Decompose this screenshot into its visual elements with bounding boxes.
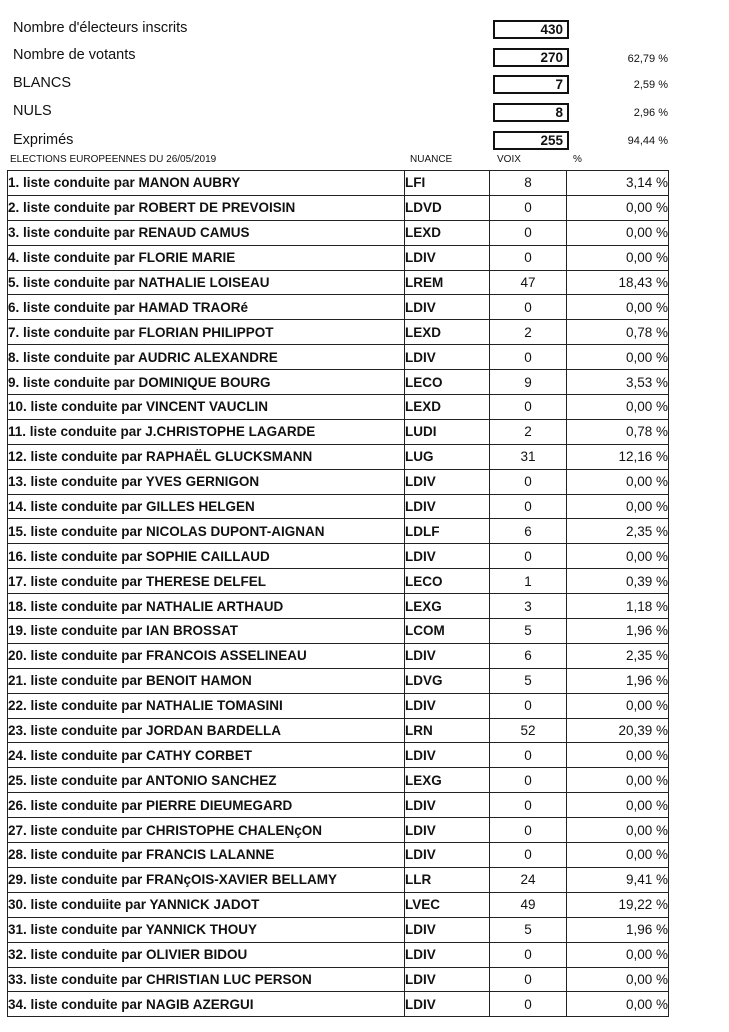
list-name-cell: 2. liste conduite par ROBERT DE PREVOISIN xyxy=(8,195,405,220)
nuance-cell: LDIV xyxy=(405,494,490,519)
nuls-value: 8 xyxy=(493,103,569,122)
list-name-cell: 12. liste conduite par RAPHAËL GLUCKSMANN xyxy=(8,444,405,469)
table-row xyxy=(8,494,669,519)
votants-percent: 62,79 % xyxy=(627,53,668,65)
list-name-cell: 29. liste conduite par FRANçOIS-XAVIER BELLAMY xyxy=(8,867,405,892)
list-name-cell: 15. liste conduite par NICOLAS DUPONT-AIGNAN xyxy=(8,519,405,544)
votants-label: Nombre de votants xyxy=(13,47,136,63)
nuance-cell: LEXG xyxy=(405,768,490,793)
voix-cell: 0 xyxy=(490,395,567,420)
table-row xyxy=(8,917,669,942)
percent-cell: 12,16 % xyxy=(567,444,669,469)
nuance-cell: LDIV xyxy=(405,345,490,370)
blancs-percent: 2,59 % xyxy=(633,79,668,91)
nuance-cell: LRN xyxy=(405,718,490,743)
percent-cell: 0,00 % xyxy=(567,295,669,320)
table-row xyxy=(8,469,669,494)
nuance-cell: LDIV xyxy=(405,967,490,992)
list-name-cell: 20. liste conduite par FRANCOIS ASSELINEAU xyxy=(8,643,405,668)
nuance-cell: LUDI xyxy=(405,419,490,444)
table-row xyxy=(8,220,669,245)
percent-cell: 0,00 % xyxy=(567,992,669,1017)
voix-cell: 31 xyxy=(490,444,567,469)
list-name-cell: 1. liste conduite par MANON AUBRY xyxy=(8,171,405,196)
percent-cell: 0,00 % xyxy=(567,743,669,768)
table-row xyxy=(8,444,669,469)
percent-cell: 18,43 % xyxy=(567,270,669,295)
table-row xyxy=(8,320,669,345)
percent-cell: 0,00 % xyxy=(567,818,669,843)
percent-cell: 2,35 % xyxy=(567,643,669,668)
nuance-cell: LCOM xyxy=(405,619,490,644)
voix-cell: 0 xyxy=(490,818,567,843)
list-name-cell: 24. liste conduite par CATHY CORBET xyxy=(8,743,405,768)
percent-cell: 0,00 % xyxy=(567,693,669,718)
percent-cell: 0,00 % xyxy=(567,942,669,967)
table-row xyxy=(8,818,669,843)
percent-cell: 0,00 % xyxy=(567,494,669,519)
list-name-cell: 11. liste conduite par J.CHRISTOPHE LAGARDE xyxy=(8,419,405,444)
nuance-cell: LDIV xyxy=(405,843,490,868)
votants-value: 270 xyxy=(493,48,569,67)
percent-cell: 0,00 % xyxy=(567,544,669,569)
table-row xyxy=(8,768,669,793)
list-name-cell: 4. liste conduite par FLORIE MARIE xyxy=(8,245,405,270)
voix-cell: 0 xyxy=(490,195,567,220)
list-name-cell: 34. liste conduite par NAGIB AZERGUI xyxy=(8,992,405,1017)
list-name-cell: 5. liste conduite par NATHALIE LOISEAU xyxy=(8,270,405,295)
nuance-cell: LEXD xyxy=(405,220,490,245)
table-row xyxy=(8,743,669,768)
voix-cell: 8 xyxy=(490,171,567,196)
table-row xyxy=(8,419,669,444)
percent-cell: 19,22 % xyxy=(567,892,669,917)
percent-cell: 9,41 % xyxy=(567,867,669,892)
nuance-cell: LDVD xyxy=(405,195,490,220)
voix-cell: 0 xyxy=(490,693,567,718)
nuance-cell: LFI xyxy=(405,171,490,196)
voix-cell: 5 xyxy=(490,619,567,644)
table-row xyxy=(8,942,669,967)
list-name-cell: 3. liste conduite par RENAUD CAMUS xyxy=(8,220,405,245)
nuance-cell: LDLF xyxy=(405,519,490,544)
list-name-cell: 27. liste conduite par CHRISTOPHE CHALENçON xyxy=(8,818,405,843)
percent-cell: 0,00 % xyxy=(567,245,669,270)
table-row xyxy=(8,793,669,818)
nuls-label: NULS xyxy=(13,103,52,119)
percent-cell: 1,18 % xyxy=(567,594,669,619)
list-name-cell: 21. liste conduite par BENOIT HAMON xyxy=(8,668,405,693)
voix-cell: 0 xyxy=(490,843,567,868)
nuance-cell: LLR xyxy=(405,867,490,892)
percent-cell: 0,39 % xyxy=(567,569,669,594)
table-row xyxy=(8,395,669,420)
list-name-cell: 18. liste conduite par NATHALIE ARTHAUD xyxy=(8,594,405,619)
percent-cell: 0,00 % xyxy=(567,395,669,420)
list-name-cell: 25. liste conduite par ANTONIO SANCHEZ xyxy=(8,768,405,793)
percent-header: % xyxy=(573,154,582,165)
voix-cell: 0 xyxy=(490,793,567,818)
nuance-cell: LDIV xyxy=(405,295,490,320)
table-row xyxy=(8,544,669,569)
voix-cell: 2 xyxy=(490,320,567,345)
list-name-cell: 19. liste conduite par IAN BROSSAT xyxy=(8,619,405,644)
voix-cell: 6 xyxy=(490,519,567,544)
voix-cell: 0 xyxy=(490,295,567,320)
voix-cell: 47 xyxy=(490,270,567,295)
table-row xyxy=(8,643,669,668)
voix-cell: 0 xyxy=(490,967,567,992)
list-name-cell: 31. liste conduite par YANNICK THOUY xyxy=(8,917,405,942)
list-name-cell: 6. liste conduite par HAMAD TRAORé xyxy=(8,295,405,320)
table-row xyxy=(8,195,669,220)
voix-cell: 0 xyxy=(490,469,567,494)
percent-cell: 2,35 % xyxy=(567,519,669,544)
voix-cell: 0 xyxy=(490,494,567,519)
percent-cell: 0,00 % xyxy=(567,195,669,220)
nuance-cell: LDIV xyxy=(405,992,490,1017)
nuance-cell: LDIV xyxy=(405,643,490,668)
nuance-header: NUANCE xyxy=(410,154,453,165)
inscrits-label: Nombre d'électeurs inscrits xyxy=(13,20,188,36)
table-row xyxy=(8,867,669,892)
percent-cell: 0,00 % xyxy=(567,345,669,370)
table-row xyxy=(8,569,669,594)
voix-cell: 2 xyxy=(490,419,567,444)
percent-cell: 0,00 % xyxy=(567,469,669,494)
list-name-cell: 23. liste conduite par JORDAN BARDELLA xyxy=(8,718,405,743)
voix-cell: 3 xyxy=(490,594,567,619)
voix-cell: 0 xyxy=(490,220,567,245)
percent-cell: 0,00 % xyxy=(567,768,669,793)
table-row xyxy=(8,619,669,644)
percent-cell: 0,00 % xyxy=(567,220,669,245)
list-name-cell: 33. liste conduite par CHRISTIAN LUC PERSON xyxy=(8,967,405,992)
nuance-cell: LDIV xyxy=(405,818,490,843)
nuance-cell: LDIV xyxy=(405,469,490,494)
list-name-cell: 26. liste conduite par PIERRE DIEUMEGARD xyxy=(8,793,405,818)
percent-cell: 0,78 % xyxy=(567,320,669,345)
voix-cell: 0 xyxy=(490,544,567,569)
nuance-cell: LDIV xyxy=(405,693,490,718)
table-row xyxy=(8,345,669,370)
voix-cell: 5 xyxy=(490,668,567,693)
results-body xyxy=(8,171,669,1017)
nuance-cell: LDIV xyxy=(405,942,490,967)
table-row xyxy=(8,718,669,743)
nuance-cell: LVEC xyxy=(405,892,490,917)
list-name-cell: 10. liste conduite par VINCENT VAUCLIN xyxy=(8,395,405,420)
voix-cell: 24 xyxy=(490,867,567,892)
results-table xyxy=(7,170,669,1017)
voix-cell: 5 xyxy=(490,917,567,942)
table-row xyxy=(8,171,669,196)
voix-header: VOIX xyxy=(497,154,521,165)
percent-cell: 0,00 % xyxy=(567,967,669,992)
voix-cell: 0 xyxy=(490,245,567,270)
list-name-cell: 8. liste conduite par AUDRIC ALEXANDRE xyxy=(8,345,405,370)
inscrits-value: 430 xyxy=(493,20,569,39)
nuance-cell: LDIV xyxy=(405,917,490,942)
list-name-cell: 28. liste conduite par FRANCIS LALANNE xyxy=(8,843,405,868)
exprimes-percent: 94,44 % xyxy=(627,135,668,147)
table-row xyxy=(8,892,669,917)
percent-cell: 20,39 % xyxy=(567,718,669,743)
percent-cell: 1,96 % xyxy=(567,917,669,942)
blancs-value: 7 xyxy=(493,75,569,94)
table-row xyxy=(8,967,669,992)
percent-cell: 0,00 % xyxy=(567,843,669,868)
nuance-cell: LEXG xyxy=(405,594,490,619)
nuance-cell: LDIV xyxy=(405,793,490,818)
table-row xyxy=(8,668,669,693)
voix-cell: 52 xyxy=(490,718,567,743)
table-row xyxy=(8,693,669,718)
nuance-cell: LECO xyxy=(405,569,490,594)
nuance-cell: LECO xyxy=(405,370,490,395)
percent-cell: 1,96 % xyxy=(567,619,669,644)
voix-cell: 6 xyxy=(490,643,567,668)
voix-cell: 0 xyxy=(490,743,567,768)
voix-cell: 0 xyxy=(490,768,567,793)
voix-cell: 0 xyxy=(490,992,567,1017)
percent-cell: 3,14 % xyxy=(567,171,669,196)
voix-cell: 1 xyxy=(490,569,567,594)
nuance-cell: LUG xyxy=(405,444,490,469)
nuance-cell: LEXD xyxy=(405,395,490,420)
list-name-cell: 30. liste conduiite par YANNICK JADOT xyxy=(8,892,405,917)
voix-cell: 49 xyxy=(490,892,567,917)
table-row xyxy=(8,992,669,1017)
table-row xyxy=(8,594,669,619)
list-name-cell: 9. liste conduite par DOMINIQUE BOURG xyxy=(8,370,405,395)
voix-cell: 0 xyxy=(490,345,567,370)
table-row xyxy=(8,270,669,295)
nuance-cell: LDIV xyxy=(405,544,490,569)
exprimes-label: Exprimés xyxy=(13,132,74,148)
percent-cell: 1,96 % xyxy=(567,668,669,693)
list-name-cell: 14. liste conduite par GILLES HELGEN xyxy=(8,494,405,519)
table-row xyxy=(8,245,669,270)
list-name-cell: 17. liste conduite par THERESE DELFEL xyxy=(8,569,405,594)
voix-cell: 9 xyxy=(490,370,567,395)
list-name-cell: 13. liste conduite par YVES GERNIGON xyxy=(8,469,405,494)
blancs-label: BLANCS xyxy=(13,75,72,91)
nuance-cell: LREM xyxy=(405,270,490,295)
table-row xyxy=(8,295,669,320)
nuance-cell: LEXD xyxy=(405,320,490,345)
table-row xyxy=(8,843,669,868)
list-name-cell: 16. liste conduite par SOPHIE CAILLAUD xyxy=(8,544,405,569)
voix-cell: 0 xyxy=(490,942,567,967)
nuance-cell: LDIV xyxy=(405,743,490,768)
election-title: ELECTIONS EUROPEENNES DU 26/05/2019 xyxy=(10,154,217,165)
list-name-cell: 7. liste conduite par FLORIAN PHILIPPOT xyxy=(8,320,405,345)
percent-cell: 0,00 % xyxy=(567,793,669,818)
table-row xyxy=(8,519,669,544)
percent-cell: 0,78 % xyxy=(567,419,669,444)
percent-cell: 3,53 % xyxy=(567,370,669,395)
table-row xyxy=(8,370,669,395)
nuls-percent: 2,96 % xyxy=(633,107,668,119)
list-name-cell: 32. liste conduite par OLIVIER BIDOU xyxy=(8,942,405,967)
nuance-cell: LDVG xyxy=(405,668,490,693)
list-name-cell: 22. liste conduite par NATHALIE TOMASINI xyxy=(8,693,405,718)
exprimes-value: 255 xyxy=(493,131,569,150)
nuance-cell: LDIV xyxy=(405,245,490,270)
